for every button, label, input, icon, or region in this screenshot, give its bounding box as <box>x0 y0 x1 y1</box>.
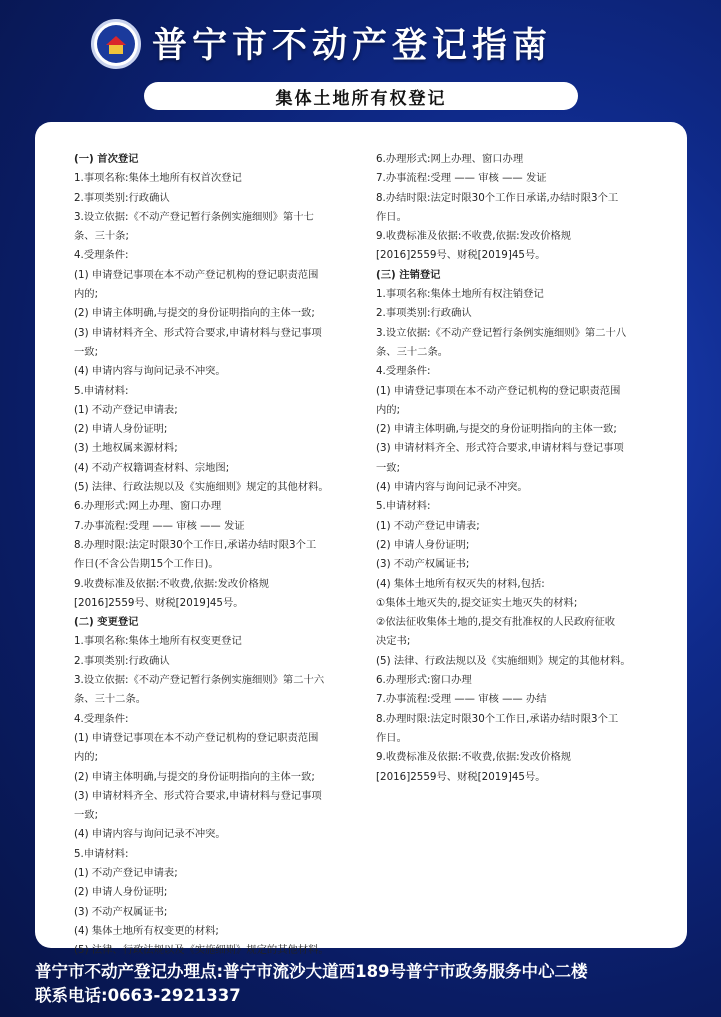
text-line: 5.申请材料: <box>74 847 129 860</box>
text-line: 内的; <box>376 403 401 416</box>
text-line: 3.设立依据:《不动产登记暂行条例实施细则》第二十八 <box>376 326 627 339</box>
text-line: (2) 申请人身份证明; <box>74 423 168 436</box>
text-line: 8.办结时限:法定时限30个工作日承诺,办结时限3个工 <box>376 191 619 204</box>
text-line: ①集体土地灭失的,提交证实土地灭失的材料; <box>376 596 578 609</box>
text-line: (2) 申请主体明确,与提交的身份证明指向的主体一致; <box>74 307 315 320</box>
text-line: 作日。 <box>376 731 407 744</box>
text-line: 4.受理条件: <box>74 712 129 725</box>
text-line: (1) 不动产登记申请表; <box>74 403 178 416</box>
text-line: 8.办理时限:法定时限30个工作日,承诺办结时限3个工 <box>376 712 619 725</box>
footer-address: 普宁市不动产登记办理点:普宁市流沙大道西189号普宁市政务服务中心二楼 <box>35 962 588 981</box>
text-line: (4) 集体土地所有权变更的材料; <box>74 924 219 937</box>
text-line: 6.办理形式:网上办理、窗口办理 <box>74 500 222 513</box>
subtitle-banner <box>144 82 578 110</box>
text-line: 1.事项名称:集体土地所有权注销登记 <box>376 288 544 301</box>
text-line: 6.办理形式:窗口办理 <box>376 674 472 687</box>
text-line: (4) 申请内容与询问记录不冲突。 <box>74 365 226 378</box>
text-line: (4) 申请内容与询问记录不冲突。 <box>376 481 528 494</box>
text-line: 作日(不含公告期15个工作日)。 <box>74 558 219 571</box>
content-card <box>35 122 687 957</box>
text-line: [2016]2559号、财税[2019]45号。 <box>376 770 546 783</box>
text-line: (5) 法律、行政法规以及《实施细则》规定的其他材料。 <box>74 481 329 494</box>
text-line: 7.办事流程:受理 —— 审核 —— 发证 <box>74 519 245 532</box>
text-line: 9.收费标准及依据:不收费,依据:发改价格规 <box>74 577 270 590</box>
text-line: ②依法征收集体土地的,提交有批准权的人民政府征收 <box>376 616 616 629</box>
text-line: (2) 申请人身份证明; <box>376 538 470 551</box>
text-line: (1) 申请登记事项在本不动产登记机构的登记职责范围 <box>74 731 319 744</box>
page-subtitle: 集体土地所有权登记 <box>275 88 447 109</box>
text-line: (2) 申请主体明确,与提交的身份证明指向的主体一致; <box>376 423 617 436</box>
text-line: (3) 申请材料齐全、形式符合要求,申请材料与登记事项 <box>376 442 624 455</box>
text-line: 条、三十二条。 <box>376 345 449 358</box>
text-line: 7.办事流程:受理 —— 审核 —— 发证 <box>376 172 547 185</box>
text-line: 5.申请材料: <box>376 500 431 513</box>
section-heading: (三) 注销登记 <box>376 268 441 281</box>
text-line: 5.申请材料: <box>74 384 129 397</box>
text-line: (5) 法律、行政法规以及《实施细则》规定的其他材料。 <box>376 654 631 667</box>
text-line: 作日。 <box>376 210 407 223</box>
text-line: [2016]2559号、财税[2019]45号。 <box>74 596 244 609</box>
text-line: (1) 不动产登记申请表; <box>74 866 178 879</box>
left-column <box>74 150 350 960</box>
text-line: 7.办事流程:受理 —— 审核 —— 办结 <box>376 693 547 706</box>
text-line: 4.受理条件: <box>376 365 431 378</box>
text-line: 内的; <box>74 751 99 764</box>
text-line: 3.设立依据:《不动产登记暂行条例实施细则》第十七 <box>74 210 314 223</box>
footer-phone: 联系电话:0663-2921337 <box>35 986 241 1005</box>
right-column <box>376 150 658 787</box>
section-heading: (一) 首次登记 <box>74 153 139 165</box>
text-line: (3) 不动产权属证书; <box>74 905 168 918</box>
section-heading: (二) 变更登记 <box>74 616 139 629</box>
text-line: 条、三十条; <box>74 230 129 243</box>
text-line: 3.设立依据:《不动产登记暂行条例实施细则》第二十六 <box>74 674 325 687</box>
text-line: 一致; <box>74 809 99 822</box>
text-line: (1) 申请登记事项在本不动产登记机构的登记职责范围 <box>74 268 319 281</box>
text-line: 9.收费标准及依据:不收费,依据:发改价格规 <box>376 230 572 243</box>
text-line: (2) 申请人身份证明; <box>74 886 168 899</box>
text-line: (3) 土地权属来源材料; <box>74 442 178 455</box>
text-line: 一致; <box>376 461 401 474</box>
text-line: 条、三十二条。 <box>74 693 147 706</box>
text-line: 4.受理条件: <box>74 249 129 262</box>
emblem-logo-icon <box>91 19 141 69</box>
text-line: (3) 申请材料齐全、形式符合要求,申请材料与登记事项 <box>74 789 322 802</box>
text-line: (5) 法律、行政法规以及《实施细则》规定的其他材料。 <box>74 944 329 957</box>
text-line: (1) 申请登记事项在本不动产登记机构的登记职责范围 <box>376 384 621 397</box>
text-line: 6.办理形式:网上办理、窗口办理 <box>376 153 524 165</box>
text-line: 1.事项名称:集体土地所有权首次登记 <box>74 172 242 185</box>
text-line: 内的; <box>74 288 99 301</box>
text-line: 1.事项名称:集体土地所有权变更登记 <box>74 635 242 648</box>
text-line: (4) 申请内容与询问记录不冲突。 <box>74 828 226 841</box>
text-line: (1) 不动产登记申请表; <box>376 519 480 532</box>
text-line: (4) 集体土地所有权灭失的材料,包括: <box>376 577 545 590</box>
text-line: (2) 申请主体明确,与提交的身份证明指向的主体一致; <box>74 770 315 783</box>
text-line: (3) 申请材料齐全、形式符合要求,申请材料与登记事项 <box>74 326 322 339</box>
text-line: 9.收费标准及依据:不收费,依据:发改价格规 <box>376 751 572 764</box>
footer <box>35 960 588 1008</box>
header <box>0 0 721 88</box>
text-line: 2.事项类别:行政确认 <box>74 654 170 667</box>
page-title: 普宁市不动产登记指南 <box>152 26 553 66</box>
text-line: (4) 不动产权籍调查材料、宗地图; <box>74 461 230 474</box>
text-line: [2016]2559号、财税[2019]45号。 <box>376 249 546 262</box>
text-line: 2.事项类别:行政确认 <box>74 191 170 204</box>
text-line: 2.事项类别:行政确认 <box>376 307 472 320</box>
text-line: 一致; <box>74 345 99 358</box>
text-line: 8.办理时限:法定时限30个工作日,承诺办结时限3个工 <box>74 538 317 551</box>
text-line: 决定书; <box>376 635 411 648</box>
text-line: (3) 不动产权属证书; <box>376 558 470 571</box>
